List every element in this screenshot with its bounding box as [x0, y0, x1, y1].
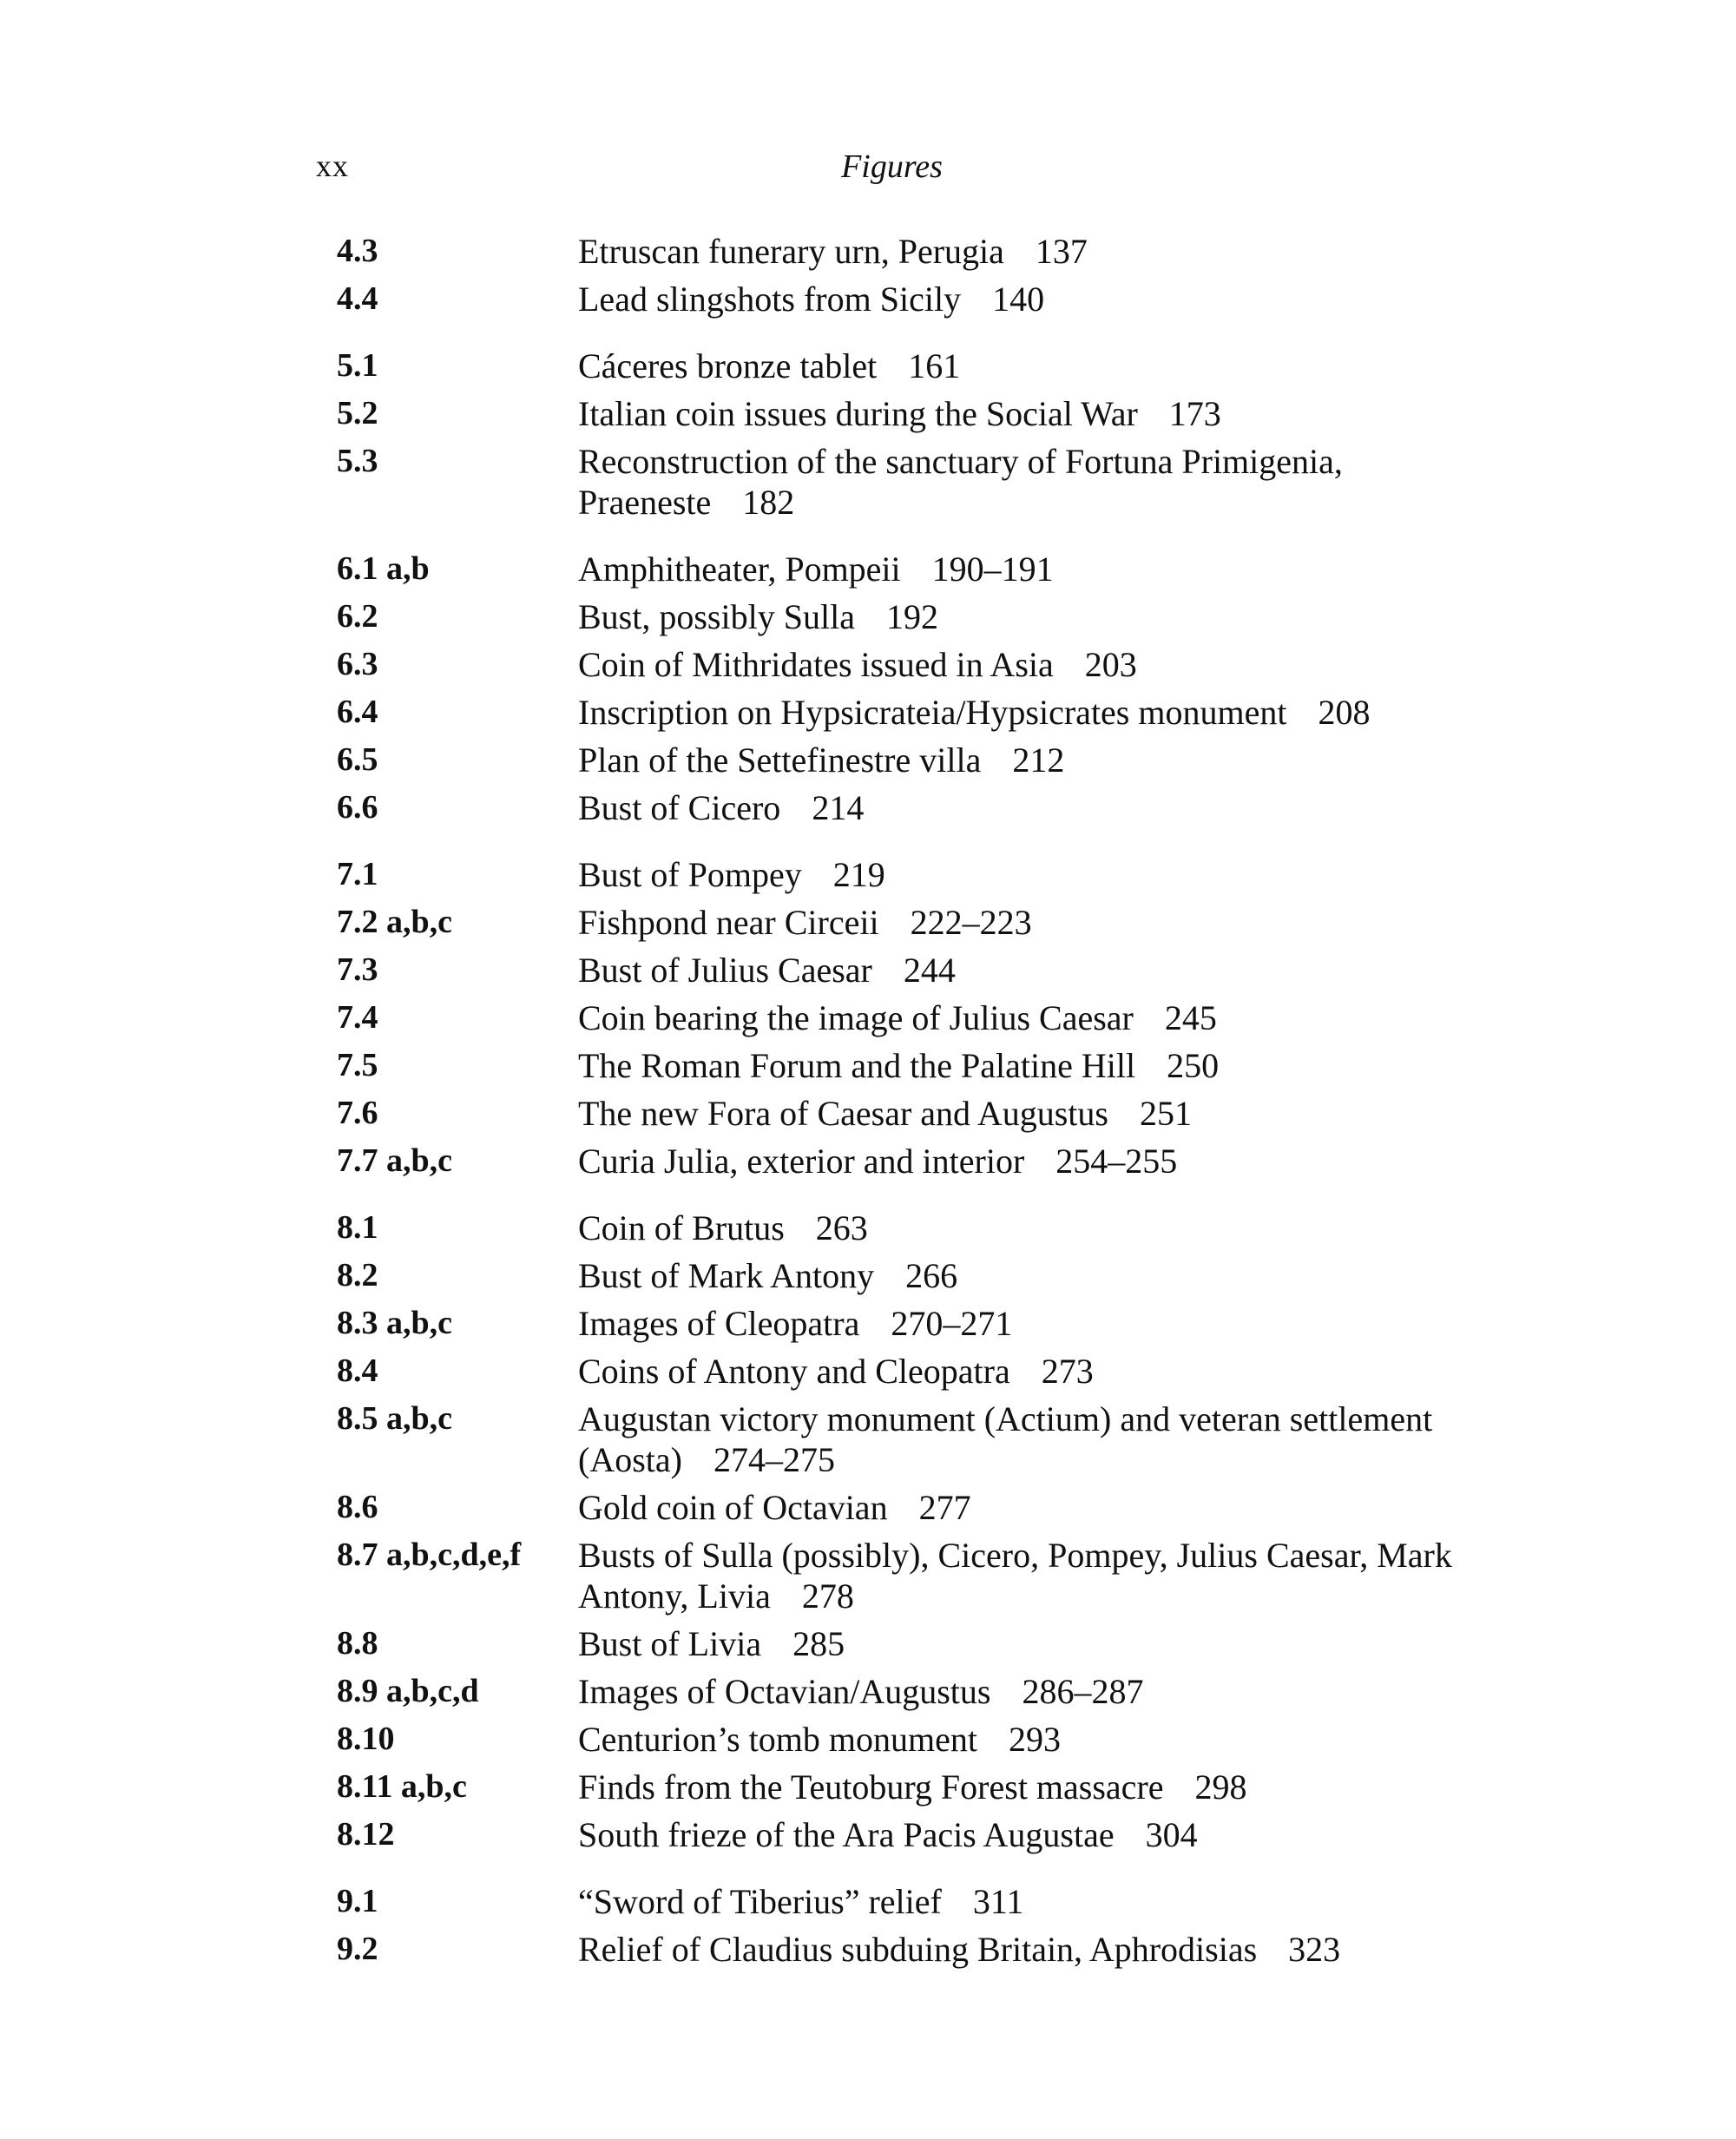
figure-page: 286–287 — [1022, 1672, 1144, 1711]
figure-title: Italian coin issues during the Social War — [578, 394, 1138, 433]
figure-entry — [337, 1668, 1500, 1715]
figure-title: Bust of Cicero — [578, 788, 781, 827]
figure-number: 8.2 — [337, 1257, 378, 1293]
figure-description — [578, 1204, 1500, 1252]
figure-entry — [337, 736, 1500, 784]
figure-description — [578, 593, 1500, 641]
figure-title: Plan of the Settefinestre villa — [578, 740, 982, 780]
figure-page: 323 — [1288, 1930, 1341, 1969]
figure-title: Coin of Brutus — [578, 1208, 785, 1247]
figure-page: 208 — [1318, 693, 1371, 732]
figure-number: 8.12 — [337, 1816, 395, 1853]
figure-group — [337, 545, 1500, 832]
figure-title: The Roman Forum and the Palatine Hill — [578, 1046, 1136, 1085]
figure-title: Coin of Mithridates issued in Asia — [578, 645, 1054, 684]
figure-number: 8.6 — [337, 1489, 378, 1525]
figure-number: 7.3 — [337, 951, 378, 988]
figure-number: 9.2 — [337, 1931, 378, 1967]
figure-page: 304 — [1145, 1815, 1198, 1854]
figure-number: 9.1 — [337, 1883, 378, 1919]
figure-title: Bust of Julius Caesar — [578, 951, 872, 990]
figure-page: 219 — [832, 855, 885, 894]
figure-page: 298 — [1194, 1767, 1247, 1807]
figure-group — [337, 227, 1500, 323]
figure-page: 190–191 — [931, 550, 1054, 589]
figure-description — [578, 390, 1500, 438]
running-head: Figures — [841, 148, 943, 185]
figure-number: 6.2 — [337, 598, 378, 635]
figure-title: Amphitheater, Pompeii — [578, 550, 901, 589]
figure-description — [578, 898, 1500, 946]
figure-number: 6.3 — [337, 646, 378, 682]
figure-entry — [337, 1204, 1500, 1252]
figure-description — [578, 1395, 1500, 1484]
figure-number: 8.8 — [337, 1625, 378, 1662]
figure-description — [578, 1484, 1500, 1531]
figure-entry — [337, 593, 1500, 641]
figure-number: 5.1 — [337, 347, 378, 384]
figure-title: Augustan victory monument (Actium) and veteran settlement (Aosta) — [578, 1399, 1433, 1479]
figure-number: 6.4 — [337, 694, 378, 730]
figure-title: Finds from the Teutoburg Forest massacre — [578, 1767, 1164, 1807]
figure-entry — [337, 851, 1500, 898]
figure-number: 4.4 — [337, 280, 378, 317]
figure-page: 203 — [1084, 645, 1137, 684]
figure-entry — [337, 545, 1500, 593]
figure-entry — [337, 1484, 1500, 1531]
figure-page: 244 — [903, 951, 956, 990]
page-number: xx — [316, 148, 349, 183]
figure-title: The new Fora of Caesar and Augustus — [578, 1094, 1108, 1133]
figure-description — [578, 342, 1500, 390]
figure-description — [578, 688, 1500, 736]
figure-description — [578, 227, 1500, 275]
figure-description — [578, 1668, 1500, 1715]
figure-entry — [337, 1715, 1500, 1763]
figure-entry — [337, 946, 1500, 994]
figure-number: 8.11 a,b,c — [337, 1768, 467, 1805]
figure-description — [578, 1347, 1500, 1395]
figure-page: 214 — [812, 788, 865, 827]
figure-entry — [337, 1252, 1500, 1300]
figure-entry — [337, 342, 1500, 390]
figure-number: 8.3 a,b,c — [337, 1305, 452, 1341]
figure-description — [578, 1811, 1500, 1859]
figure-title: Inscription on Hypsicrateia/Hypsicrates monument — [578, 693, 1287, 732]
figure-title: Fishpond near Circeii — [578, 903, 879, 942]
figure-page: 182 — [742, 483, 795, 522]
figure-entry — [337, 1137, 1500, 1185]
figure-description — [578, 784, 1500, 832]
figure-description — [578, 1925, 1500, 1973]
figure-entry — [337, 1811, 1500, 1859]
figure-entry — [337, 641, 1500, 688]
figure-entry — [337, 438, 1500, 526]
figure-title: Busts of Sulla (possibly), Cicero, Pompey, Julius Caesar, Mark Antony, Livia — [578, 1536, 1452, 1616]
figure-description — [578, 1137, 1500, 1185]
figure-entry — [337, 1763, 1500, 1811]
figure-number: 8.9 a,b,c,d — [337, 1673, 479, 1709]
figure-title: “Sword of Tiberius” relief — [578, 1882, 942, 1921]
figure-page: 277 — [918, 1488, 971, 1527]
figure-number: 6.1 a,b — [337, 550, 430, 587]
figure-description — [578, 1715, 1500, 1763]
figure-page: 161 — [908, 346, 961, 385]
figure-number: 8.4 — [337, 1353, 378, 1389]
figure-page: 173 — [1168, 394, 1221, 433]
figure-number: 8.7 a,b,c,d,e,f — [337, 1537, 522, 1573]
figure-page: 266 — [905, 1256, 958, 1295]
figure-title: Cáceres bronze tablet — [578, 346, 878, 385]
figure-group — [337, 1878, 1500, 1973]
figure-description — [578, 1089, 1500, 1137]
figure-page: 274–275 — [713, 1440, 835, 1479]
figure-group — [337, 1204, 1500, 1859]
figure-number: 6.5 — [337, 741, 378, 778]
figure-title: Reconstruction of the sanctuary of Fortuna Primigenia, Praeneste — [578, 442, 1343, 522]
figure-title: Lead slingshots from Sicily — [578, 280, 962, 319]
figure-description — [578, 438, 1500, 526]
figure-title: Coin bearing the image of Julius Caesar — [578, 998, 1134, 1037]
figure-title: Coins of Antony and Cleopatra — [578, 1352, 1010, 1391]
figure-entry — [337, 994, 1500, 1042]
figure-entry — [337, 688, 1500, 736]
figure-title: Images of Cleopatra — [578, 1304, 860, 1343]
figure-entry — [337, 898, 1500, 946]
figure-page: 140 — [992, 280, 1045, 319]
figure-number: 7.6 — [337, 1095, 378, 1131]
figure-entry — [337, 1925, 1500, 1973]
figure-number: 5.2 — [337, 395, 378, 431]
figure-page: 293 — [1008, 1720, 1061, 1759]
figure-entry — [337, 1300, 1500, 1347]
figure-title: Images of Octavian/Augustus — [578, 1672, 991, 1711]
figure-description — [578, 641, 1500, 688]
figure-title: Etruscan funerary urn, Perugia — [578, 232, 1004, 271]
figure-description — [578, 545, 1500, 593]
figure-number: 7.2 a,b,c — [337, 904, 452, 940]
figure-title: Gold coin of Octavian — [578, 1488, 888, 1527]
figure-page: 270–271 — [891, 1304, 1013, 1343]
figure-description — [578, 1042, 1500, 1089]
figure-entry — [337, 390, 1500, 438]
figure-entry — [337, 1878, 1500, 1925]
figure-entry — [337, 1395, 1500, 1484]
figure-number: 7.5 — [337, 1047, 378, 1083]
figure-number: 7.7 a,b,c — [337, 1142, 452, 1179]
figure-list — [337, 227, 1500, 1992]
figure-page: 273 — [1041, 1352, 1094, 1391]
figure-entry — [337, 1347, 1500, 1395]
figure-entry — [337, 784, 1500, 832]
figure-description — [578, 946, 1500, 994]
figure-number: 8.5 a,b,c — [337, 1400, 452, 1437]
figure-entry — [337, 1089, 1500, 1137]
figure-description — [578, 1300, 1500, 1347]
figure-description — [578, 1620, 1500, 1668]
figure-entry — [337, 227, 1500, 275]
figure-title: Bust of Mark Antony — [578, 1256, 875, 1295]
figure-description — [578, 1252, 1500, 1300]
figure-page: 137 — [1035, 232, 1088, 271]
figure-number: 7.4 — [337, 999, 378, 1036]
figure-page: 311 — [972, 1882, 1024, 1921]
figure-page: 212 — [1012, 740, 1065, 780]
figure-description — [578, 851, 1500, 898]
figure-page: 245 — [1164, 998, 1217, 1037]
figure-entry — [337, 1620, 1500, 1668]
figure-page: 251 — [1139, 1094, 1192, 1133]
figure-description — [578, 1763, 1500, 1811]
figure-page: 250 — [1167, 1046, 1220, 1085]
figure-page: 254–255 — [1055, 1142, 1178, 1181]
figure-number: 8.1 — [337, 1209, 378, 1246]
figure-number: 7.1 — [337, 856, 378, 892]
page-header — [0, 148, 1736, 191]
figure-page: 222–223 — [910, 903, 1032, 942]
figure-title: Bust of Livia — [578, 1624, 762, 1663]
figure-title: Relief of Claudius subduing Britain, Aphrodisias — [578, 1930, 1258, 1969]
figure-page: 192 — [885, 597, 938, 636]
figure-title: Centurion’s tomb monument — [578, 1720, 977, 1759]
figure-description — [578, 1531, 1500, 1620]
figure-title: Bust of Pompey — [578, 855, 802, 894]
figure-description — [578, 1878, 1500, 1925]
figure-title: South frieze of the Ara Pacis Augustae — [578, 1815, 1115, 1854]
figure-page: 263 — [815, 1208, 868, 1247]
figure-page: 285 — [792, 1624, 845, 1663]
figure-description — [578, 275, 1500, 323]
figure-description — [578, 736, 1500, 784]
figure-entry — [337, 275, 1500, 323]
figure-number: 8.10 — [337, 1721, 395, 1757]
figure-title: Bust, possibly Sulla — [578, 597, 855, 636]
figure-entry — [337, 1531, 1500, 1620]
figure-number: 6.6 — [337, 789, 378, 826]
figure-number: 5.3 — [337, 443, 378, 479]
figure-group — [337, 851, 1500, 1185]
figure-entry — [337, 1042, 1500, 1089]
figure-group — [337, 342, 1500, 526]
figure-description — [578, 994, 1500, 1042]
figure-number: 4.3 — [337, 233, 378, 269]
figure-title: Curia Julia, exterior and interior — [578, 1142, 1025, 1181]
figure-page: 278 — [801, 1576, 854, 1616]
